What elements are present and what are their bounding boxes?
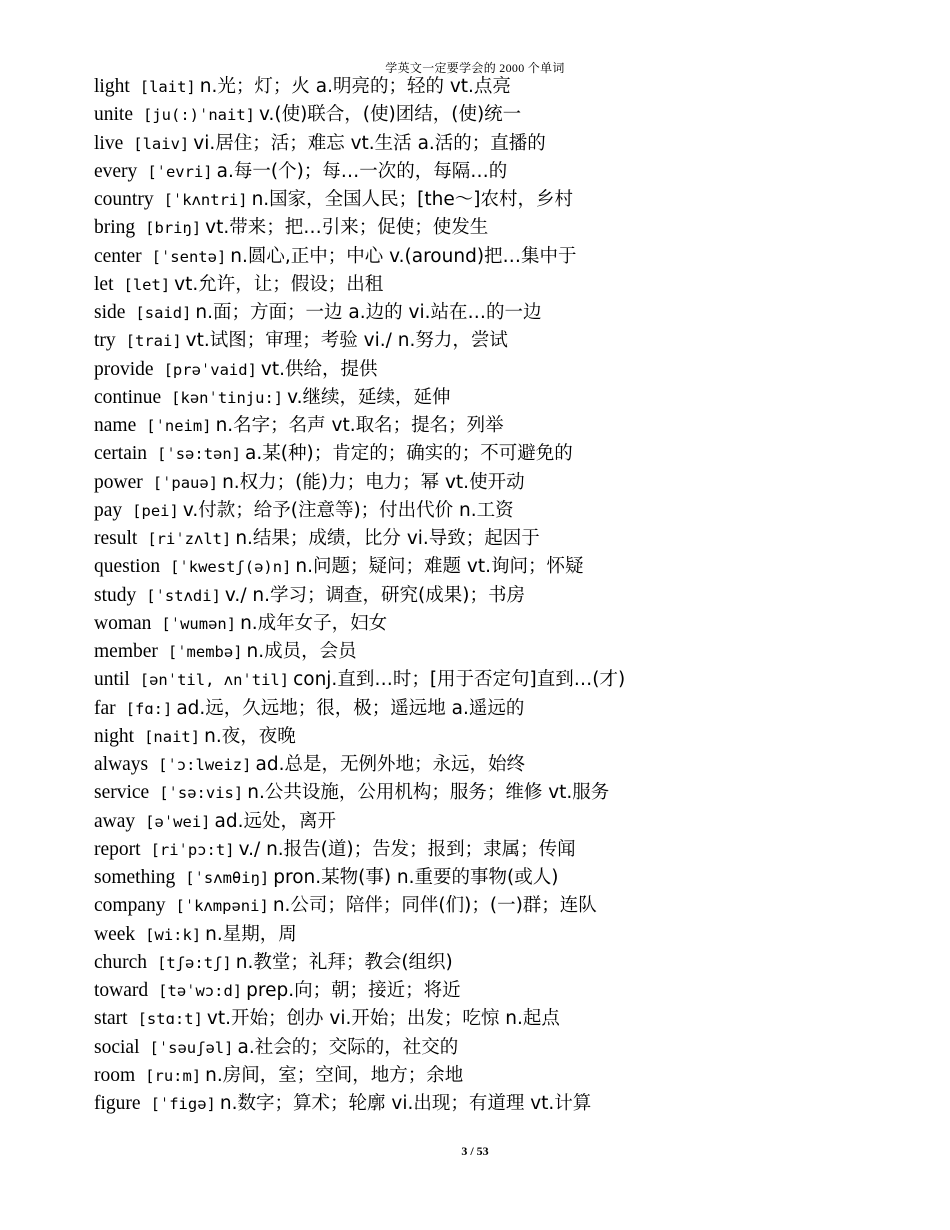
vocab-phonetic: [ˈfigə] bbox=[150, 1095, 216, 1113]
vocab-word: pay bbox=[94, 499, 123, 521]
vocab-definition: v.(使)联合，(使)团结，(使)统一 bbox=[258, 104, 522, 126]
vocab-definition: n.国家，全国人民；[the～]农村，乡村 bbox=[251, 189, 573, 210]
vocab-word: result bbox=[94, 528, 138, 549]
vocab-phonetic: [pei] bbox=[132, 501, 179, 520]
vocab-entry bbox=[94, 1005, 914, 1033]
vocab-entry bbox=[94, 327, 914, 355]
vocab-phonetic: [riˈpɔ:t] bbox=[150, 840, 235, 859]
vocab-word: continue bbox=[94, 386, 162, 408]
vocab-entry bbox=[94, 271, 914, 299]
vocab-definition: vt.试图；审理；考验 vi./ n.努力，尝试 bbox=[185, 330, 508, 352]
vocab-phonetic: [fɑ:] bbox=[125, 699, 173, 718]
vocab-phonetic: [nait] bbox=[144, 727, 201, 746]
vocab-word: service bbox=[94, 782, 150, 804]
vocab-entry bbox=[94, 610, 914, 638]
vocab-entry bbox=[94, 525, 914, 553]
page-number: 3 / 53 bbox=[461, 1144, 489, 1158]
vocab-word: try bbox=[94, 330, 116, 352]
vocab-word: every bbox=[94, 160, 138, 182]
vocab-word: something bbox=[94, 867, 176, 888]
vocab-phonetic: [ˈsəuʃəl] bbox=[149, 1038, 234, 1057]
vocab-phonetic: [ˈsə:vis] bbox=[159, 784, 244, 803]
vocab-word: night bbox=[94, 725, 135, 747]
vocab-definition: a.社会的；交际的，社交的 bbox=[237, 1036, 459, 1058]
page-header-title: 学英文一定要学会的 2000 个单词 bbox=[385, 61, 565, 75]
vocab-phonetic: [ˈwumən] bbox=[161, 614, 237, 633]
vocab-definition: vi.居住；活；难忘 vt.生活 a.活的；直播的 bbox=[193, 132, 546, 154]
vocab-definition: pron.某物(事) n.重要的事物(或人) bbox=[273, 867, 559, 888]
vocab-phonetic: [wi:k] bbox=[145, 925, 202, 944]
vocab-entry bbox=[94, 1090, 914, 1118]
vocab-entry bbox=[94, 892, 914, 920]
vocab-phonetic: [prəˈvaid] bbox=[163, 360, 257, 379]
vocab-phonetic: [ˈpauə] bbox=[152, 473, 219, 492]
vocab-entry bbox=[94, 582, 914, 610]
vocab-entry bbox=[94, 497, 914, 525]
vocab-word: light bbox=[94, 76, 130, 97]
vocab-entry bbox=[94, 864, 914, 892]
vocab-phonetic: [stɑ:t] bbox=[137, 1010, 203, 1029]
vocab-word: question bbox=[94, 556, 161, 578]
vocab-definition: v./ n.报告(道)；告发；报到；隶属；传闻 bbox=[238, 838, 576, 860]
vocab-entry bbox=[94, 553, 914, 581]
vocab-entry bbox=[94, 779, 914, 807]
vocab-phonetic: [ˈstʌdi] bbox=[146, 586, 221, 605]
vocab-definition: n.名字；名声 vt.取名；提名；列举 bbox=[215, 415, 504, 436]
vocab-definition: n.房间，室；空间，地方；余地 bbox=[205, 1064, 464, 1086]
vocab-definition: v.付款；给予(注意等)；付出代价 n.工资 bbox=[182, 499, 514, 521]
vocab-definition: ad.远处，离开 bbox=[214, 810, 336, 832]
vocab-word: center bbox=[94, 245, 142, 267]
vocab-entry bbox=[94, 1062, 914, 1090]
vocab-definition: n.教堂；礼拜；教会(组织) bbox=[235, 951, 453, 973]
vocab-entry bbox=[94, 921, 914, 949]
vocab-phonetic: [trai] bbox=[125, 332, 182, 351]
vocab-phonetic: [ju(:)ˈnait] bbox=[143, 106, 255, 125]
vocab-phonetic: [laiv] bbox=[133, 134, 190, 153]
vocab-phonetic: [əˈwei] bbox=[145, 812, 211, 831]
vocab-entry bbox=[94, 130, 914, 158]
vocab-word: social bbox=[94, 1036, 140, 1058]
vocab-word: bring bbox=[94, 217, 136, 239]
vocab-phonetic: [ˈevri] bbox=[147, 162, 213, 181]
vocab-definition: vt.开始；创办 vi.开始；出发；吃惊 n.起点 bbox=[206, 1008, 560, 1030]
vocab-entry bbox=[94, 384, 914, 412]
vocab-word: always bbox=[94, 754, 149, 775]
vocab-phonetic: [ˈmembə] bbox=[167, 643, 243, 661]
vocab-definition: n.问题；疑问；难题 vt.询问；怀疑 bbox=[295, 556, 584, 578]
vocab-entry bbox=[94, 214, 914, 242]
vocab-word: church bbox=[94, 951, 148, 973]
vocab-definition: n.圆心,正中；中心 v.(around)把…集中于 bbox=[230, 245, 577, 267]
vocab-definition: n.成员，会员 bbox=[246, 641, 357, 662]
vocab-word: figure bbox=[94, 1093, 141, 1114]
vocab-word: until bbox=[94, 669, 130, 691]
vocab-word: live bbox=[94, 132, 124, 154]
vocab-entry bbox=[94, 808, 914, 836]
vocab-definition: a.某(种)；肯定的；确实的；不可避免的 bbox=[245, 443, 573, 465]
vocab-phonetic: [ˈsʌmθiŋ] bbox=[185, 869, 270, 887]
vocab-word: woman bbox=[94, 612, 152, 634]
vocab-definition: a.每一(个)；每…一次的，每隔…的 bbox=[216, 160, 508, 182]
vocab-phonetic: [təˈwɔ:d] bbox=[158, 982, 243, 1000]
vocab-entry bbox=[94, 695, 914, 723]
vocab-entry bbox=[94, 412, 914, 440]
vocab-entry bbox=[94, 186, 914, 214]
vocab-word: room bbox=[94, 1064, 136, 1086]
vocab-entry bbox=[94, 299, 914, 327]
vocab-definition: prep.向；朝；接近；将近 bbox=[246, 980, 461, 1001]
vocab-definition: vt.允许，让；假设；出租 bbox=[174, 273, 384, 295]
vocab-entry bbox=[94, 243, 914, 271]
vocab-definition: vt.供给，提供 bbox=[260, 358, 378, 380]
vocabulary-list bbox=[94, 73, 914, 1118]
vocab-word: name bbox=[94, 415, 137, 436]
vocab-phonetic: [ru:m] bbox=[145, 1066, 202, 1085]
vocab-word: certain bbox=[94, 443, 148, 465]
vocab-phonetic: [ˈsentə] bbox=[151, 247, 227, 266]
vocab-entry bbox=[94, 977, 914, 1005]
vocab-definition: conj.直到…时；[用于否定句]直到…(才) bbox=[293, 669, 626, 691]
vocab-phonetic: [ˈkʌmpəni] bbox=[175, 897, 269, 916]
vocab-word: provide bbox=[94, 358, 154, 380]
vocab-phonetic: [let] bbox=[123, 275, 171, 294]
vocab-word: member bbox=[94, 641, 158, 662]
vocab-word: far bbox=[94, 697, 116, 719]
vocab-definition: n.星期，周 bbox=[205, 923, 297, 945]
vocab-phonetic: [ənˈtil, ʌnˈtil] bbox=[139, 671, 290, 690]
vocab-definition: n.公共设施，公用机构；服务；维修 vt.服务 bbox=[247, 782, 610, 804]
vocab-definition: n.公司；陪伴；同伴(们)；(一)群；连队 bbox=[272, 895, 597, 917]
vocab-entry bbox=[94, 101, 914, 129]
vocab-word: company bbox=[94, 895, 166, 917]
vocab-entry bbox=[94, 469, 914, 497]
vocab-word: start bbox=[94, 1008, 128, 1030]
vocab-word: report bbox=[94, 838, 141, 860]
vocab-phonetic: [ˈneim] bbox=[146, 417, 212, 435]
vocab-word: toward bbox=[94, 980, 149, 1001]
vocab-phonetic: [tʃə:tʃ] bbox=[157, 953, 232, 972]
vocab-entry bbox=[94, 158, 914, 186]
vocab-entry bbox=[94, 751, 914, 779]
vocab-definition: ad.总是，无例外地；永远，始终 bbox=[255, 754, 525, 775]
vocab-word: let bbox=[94, 273, 114, 295]
vocab-entry bbox=[94, 1034, 914, 1062]
vocab-phonetic: [kənˈtinju:] bbox=[171, 388, 284, 407]
vocab-entry bbox=[94, 440, 914, 468]
vocab-entry bbox=[94, 836, 914, 864]
vocab-word: away bbox=[94, 810, 136, 832]
vocab-entry bbox=[94, 73, 914, 101]
vocab-definition: n.数字；算术；轮廓 vi.出现；有道理 vt.计算 bbox=[219, 1093, 592, 1114]
vocab-definition: n.面；方面；一边 a.边的 vi.站在…的一边 bbox=[195, 302, 542, 323]
vocab-phonetic: [ˈkʌntri] bbox=[163, 191, 248, 209]
vocab-entry bbox=[94, 666, 914, 694]
vocab-entry bbox=[94, 723, 914, 751]
vocab-word: country bbox=[94, 189, 154, 210]
vocab-word: week bbox=[94, 923, 136, 945]
vocab-phonetic: [briŋ] bbox=[145, 219, 202, 238]
vocab-definition: v.继续，延续，延伸 bbox=[287, 386, 451, 408]
vocab-phonetic: [ˈkwestʃ(ə)n] bbox=[170, 558, 292, 577]
vocab-definition: v./ n.学习；调查，研究(成果)；书房 bbox=[224, 584, 525, 606]
vocab-phonetic: [said] bbox=[135, 304, 192, 322]
vocab-word: power bbox=[94, 471, 143, 493]
vocab-definition: n.结果；成绩，比分 vi.导致；起因于 bbox=[235, 528, 540, 549]
vocab-entry bbox=[94, 638, 914, 666]
vocab-word: study bbox=[94, 584, 137, 606]
vocab-word: side bbox=[94, 302, 126, 323]
vocab-definition: n.夜，夜晚 bbox=[204, 725, 296, 747]
vocab-definition: vt.带来；把…引来；促使；使发生 bbox=[205, 217, 489, 239]
vocab-entry bbox=[94, 949, 914, 977]
vocab-phonetic: [ˈɔ:lweiz] bbox=[158, 756, 252, 774]
vocab-definition: n.成年女子，妇女 bbox=[240, 612, 388, 634]
vocab-phonetic: [riˈzʌlt] bbox=[147, 530, 232, 548]
vocab-definition: ad.远，久远地；很，极；遥远地 a.遥远的 bbox=[176, 697, 525, 719]
vocab-definition: n.光；灯；火 a.明亮的；轻的 vt.点亮 bbox=[199, 76, 511, 97]
vocab-definition: n.权力；(能)力；电力；幂 vt.使开动 bbox=[222, 471, 525, 493]
vocab-word: unite bbox=[94, 104, 133, 126]
vocab-phonetic: [lait] bbox=[139, 78, 196, 96]
vocab-entry bbox=[94, 356, 914, 384]
vocab-phonetic: [ˈsə:tən] bbox=[157, 445, 242, 464]
